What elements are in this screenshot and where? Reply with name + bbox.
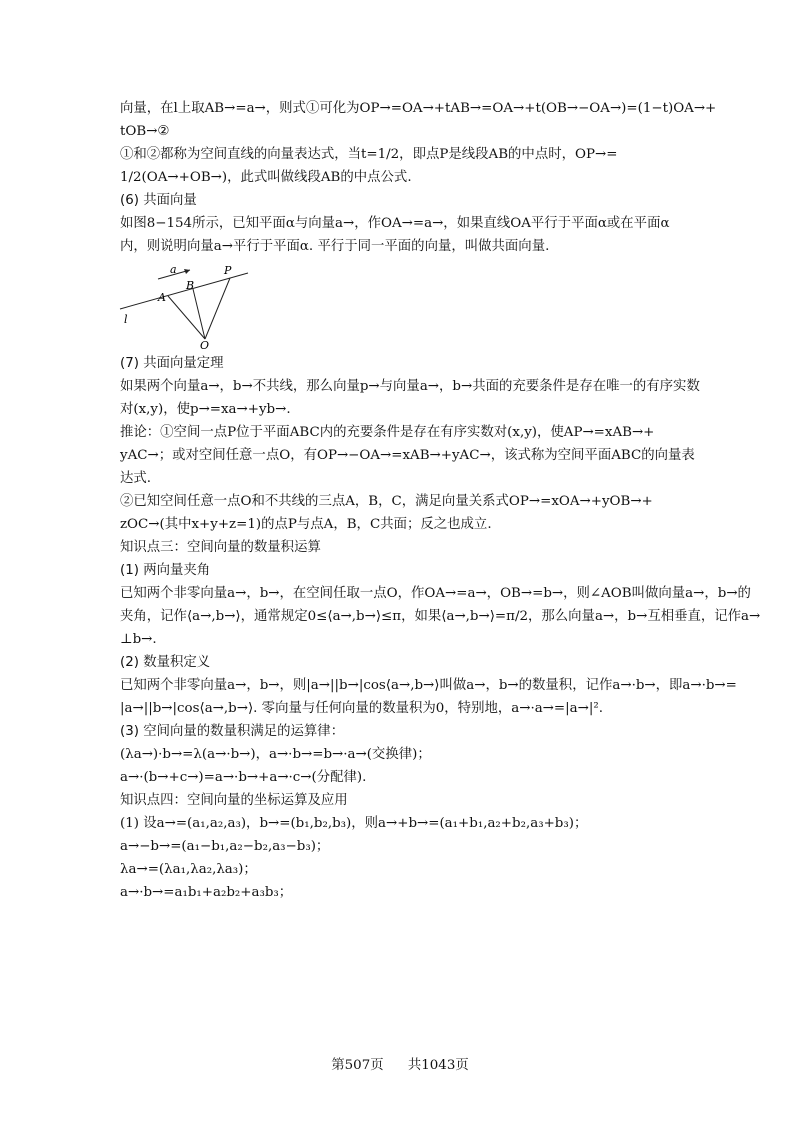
section-heading: 知识点四：空间向量的坐标运算及应用 [120, 793, 348, 808]
line-l [120, 273, 248, 309]
text-line: a→·(b→+c→)=a→·b→+a→·c→(分配律). [120, 770, 367, 785]
text-line: (λa→)·b→=λ(a→·b→)，a→·b→=b→·a→(交换律)； [120, 747, 431, 762]
line-vector-figure [120, 261, 680, 352]
section-heading: (6) 共面向量 [120, 193, 197, 208]
total-pages: 共1043页 [407, 1058, 469, 1073]
text-line: 已知两个非零向量a→，b→，则|a→||b→|cos⟨a→,b→⟩叫做a→，b→的数量积，记作a→·b→，即a→·b→= [120, 678, 737, 693]
text-line: ①和②都称为空间直线的向量表达式，当t=1/2，即点P是线段AB的中点时，OP→= [120, 147, 618, 162]
text-line: 已知两个非零向量a→，b→，在空间任取一点O，作OA→=a→，OB→=b→，则∠AOB叫做向量a→，b→的 [120, 586, 751, 601]
label-A: A [158, 291, 166, 304]
text-line: (1) 设a→=(a₁,a₂,a₃)，b→=(b₁,b₂,b₃)，则a→+b→=(a₁+b₁,a₂+b₂,a₃+b₃)； [120, 816, 588, 831]
text-line: |a→||b→|cos⟨a→,b→⟩. 零向量与任何向量的数量积为0，特别地，a→·a→=|a→|². [120, 701, 603, 716]
text-line: 向量，在l上取AB→=a→，则式①可化为OP→=OA→+tAB→=OA→+t(OB→−OA→)=(1−t)OA→+ [120, 101, 717, 116]
label-B: B [186, 279, 195, 292]
text-line: 推论：①空间一点P位于平面ABC内的充要条件是存在有序实数对(x,y)，使AP→=xAB→+ [120, 425, 655, 440]
page-content [120, 100, 761, 907]
text-line: ②已知空间任意一点O和不共线的三点A，B，C，满足向量关系式OP→=xOA→+yOB→+ [120, 494, 653, 509]
text-line: tOB→② [120, 124, 170, 139]
section-heading: (3) 空间向量的数量积满足的运算律： [120, 724, 345, 739]
text-line: 对(x,y)，使p→=xa→+yb→. [120, 402, 291, 417]
text-line: 夹角，记作⟨a→,b→⟩，通常规定0≤⟨a→,b→⟩≤π，如果⟨a→,b→⟩=π/2，那么向量a→，b→互相垂直，记作a→ [120, 609, 761, 624]
text-line: 1/2(OA→+OB→)，此式叫做线段AB的中点公式. [120, 170, 412, 185]
text-line: zOC→(其中x+y+z=1)的点P与点A，B，C共面；反之也成立. [120, 517, 492, 532]
text-line: 如图8−154所示，已知平面α与向量a→，作OA→=a→，如果直线OA平行于平面α或在平面α [120, 216, 670, 231]
page-footer [0, 1054, 800, 1073]
text-line: ⊥b→. [120, 632, 157, 647]
text-line: yAC→；或对空间任意一点O，有OP→−OA→=xAB→+yAC→，该式称为空间平面ABC的向量表 [120, 448, 695, 463]
label-P: P [224, 264, 232, 277]
text-line: 达式. [120, 471, 152, 486]
figure-svg [120, 261, 250, 352]
section-heading: (7) 共面向量定理 [120, 356, 224, 371]
page-number: 第507页 [331, 1058, 384, 1073]
section-heading: (2) 数量积定义 [120, 655, 211, 670]
text-line: a→−b→=(a₁−b₁,a₂−b₂,a₃−b₃)； [120, 839, 330, 854]
section-heading: 知识点三：空间向量的数量积运算 [120, 540, 321, 555]
label-l: l [124, 313, 128, 326]
label-a: a [170, 263, 177, 276]
label-O: O [200, 339, 210, 352]
section-heading: (1) 两向量夹角 [120, 563, 211, 578]
text-line: λa→=(λa₁,λa₂,λa₃)； [120, 862, 257, 877]
text-line: 如果两个向量a→，b→不共线，那么向量p→与向量a→，b→共面的充要条件是存在唯一的有序实数 [120, 379, 700, 394]
text-line: 内，则说明向量a→平行于平面α. 平行于同一平面的向量，叫做共面向量. [120, 239, 550, 254]
segment-OP [205, 278, 230, 339]
text-line: a→·b→=a₁b₁+a₂b₂+a₃b₃； [120, 885, 293, 900]
